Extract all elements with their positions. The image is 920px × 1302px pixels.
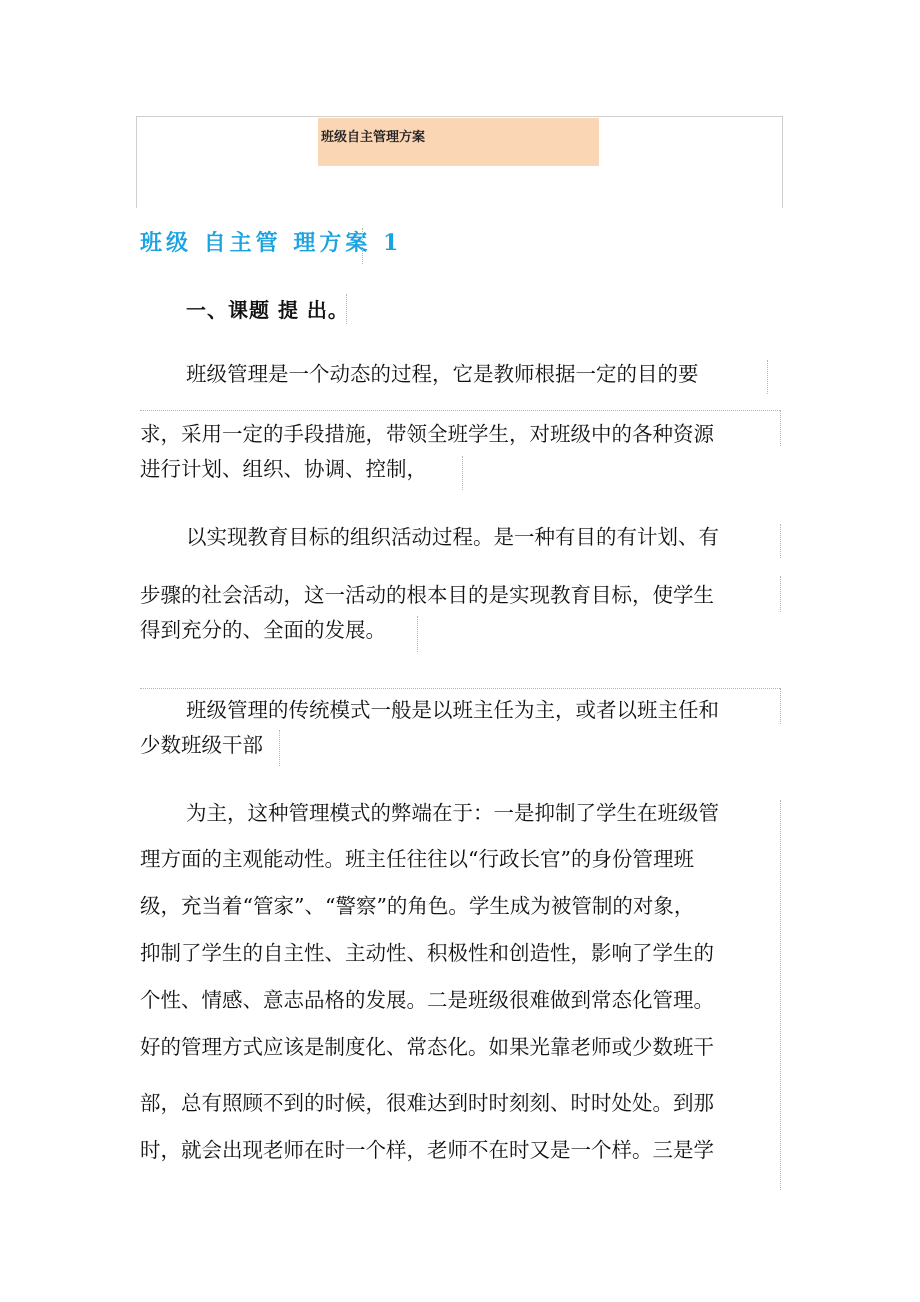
paragraph-line: 求，采用一定的手段措施，带领全班学生，对班级中的各种资源 — [140, 422, 714, 446]
paragraph-line: 抑制了学生的自主性、主动性、积极性和创造性，影响了学生的 — [140, 941, 714, 965]
paragraph-line: 个性、情感、意志品格的发展。二是班级很难做到常态化管理。 — [140, 988, 714, 1012]
guide-line — [767, 360, 768, 394]
paragraph-line: 少数班级干部 — [140, 733, 263, 757]
guide-line — [417, 616, 418, 652]
guide-line — [140, 410, 780, 411]
paragraph-line: 进行计划、组织、协调、控制， — [140, 457, 427, 481]
guide-line — [780, 410, 781, 446]
guide-line — [780, 576, 781, 612]
paragraph-line: 时，就会出现老师在时一个样，老师不在时又是一个样。三是学 — [140, 1138, 714, 1162]
paragraph-line: 级，充当着“管家”、“警察”的角色。学生成为被管制的对象， — [140, 894, 695, 918]
paragraph-line: 以实现教育目标的组织活动过程。是一种有目的有计划、有 — [186, 525, 719, 549]
paragraph-line: 为主，这种管理模式的弊端在于：一是抑制了学生在班级管 — [186, 801, 719, 825]
paragraph-line: 好的管理方式应该是制度化、常态化。如果光靠老师或少数班干 — [140, 1035, 714, 1059]
paragraph-line: 得到充分的、全面的发展。 — [140, 618, 386, 642]
paragraph-line: 班级管理是一个动态的过程，它是教师根据一定的目的要 — [186, 362, 699, 386]
guide-line — [279, 730, 280, 766]
paragraph-line: 理方面的主观能动性。班主任往往以“行政长官”的身份管理班 — [140, 847, 694, 871]
section-guide-line — [346, 294, 347, 324]
guide-line — [780, 688, 781, 724]
paragraph-line: 部，总有照顾不到的时候，很难达到时时刻刻、时时处处。到那 — [140, 1091, 714, 1115]
document-title: 班级 自主管 理方案 1 — [140, 230, 403, 256]
guide-line — [780, 524, 781, 558]
guide-line — [462, 456, 463, 490]
guide-line — [140, 688, 780, 689]
header-title: 班级自主管理方案 — [321, 130, 426, 145]
section-heading: 一、课题 提 出。 — [186, 298, 349, 322]
guide-line — [780, 800, 781, 1190]
title-guide-line — [362, 228, 363, 264]
paragraph-line: 步骤的社会活动，这一活动的根本目的是实现教育目标，使学生 — [140, 583, 714, 607]
paragraph-line: 班级管理的传统模式一般是以班主任为主，或者以班主任和 — [186, 698, 719, 722]
